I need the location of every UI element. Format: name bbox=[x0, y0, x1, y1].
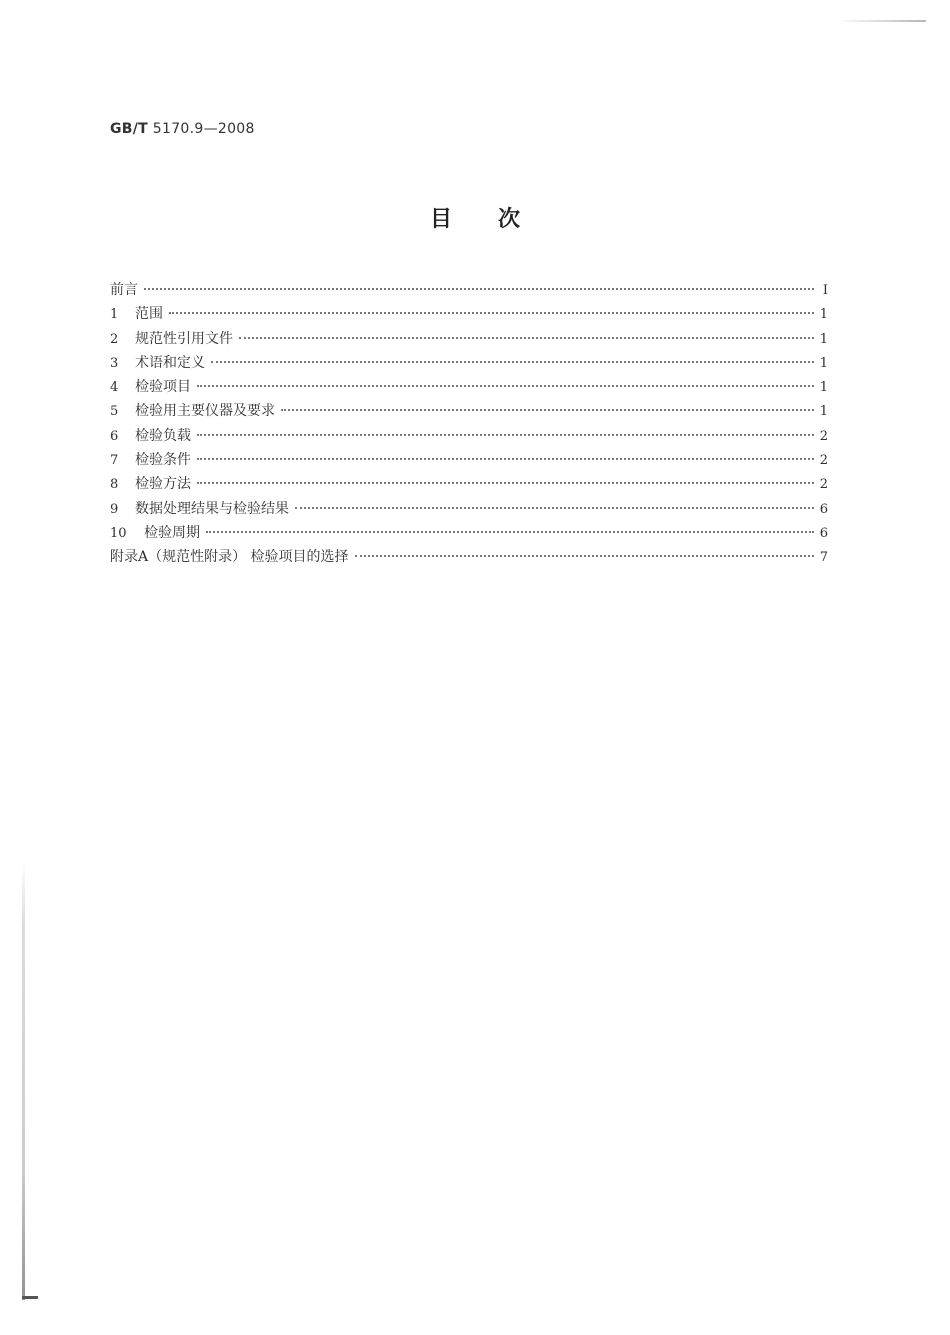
toc-entry-7[interactable] bbox=[110, 448, 828, 472]
toc-entry-number: 3 bbox=[110, 355, 119, 371]
toc-entry-3[interactable] bbox=[110, 351, 828, 375]
toc-entry-6[interactable] bbox=[110, 424, 828, 448]
toc-entry-label: 检验周期 bbox=[144, 524, 200, 541]
toc-entry-number: 8 bbox=[110, 477, 119, 493]
toc-entry-number: 6 bbox=[110, 428, 119, 444]
toc-entry-page: 2 bbox=[819, 453, 828, 469]
toc-entry-page: 6 bbox=[819, 501, 828, 517]
toc-entry-label: 检验方法 bbox=[135, 476, 191, 493]
scan-artifact-top bbox=[836, 20, 926, 22]
toc-entry-label: 检验负载 bbox=[135, 427, 191, 444]
toc-entry-number: 2 bbox=[110, 331, 119, 347]
toc-entry-label: 数据处理结果与检验结果 bbox=[135, 500, 289, 517]
toc-entry-page: 2 bbox=[819, 477, 828, 493]
toc-entry-page: I bbox=[822, 283, 828, 298]
scan-artifact-left bbox=[22, 860, 25, 1300]
toc-entry-annex-a[interactable] bbox=[110, 545, 828, 569]
standard-prefix: GB/T bbox=[110, 121, 149, 137]
toc-entry-page: 1 bbox=[819, 380, 828, 396]
page-title: 目次 bbox=[429, 207, 566, 232]
toc-entry-number: 1 bbox=[110, 307, 119, 323]
dot-leader bbox=[144, 288, 814, 290]
toc-entry-1[interactable] bbox=[110, 302, 828, 326]
toc-entry-label: 范围 bbox=[135, 306, 163, 323]
toc-entry-page: 1 bbox=[819, 404, 828, 420]
toc-entry-10[interactable] bbox=[110, 521, 828, 545]
toc-entry-label: 术语和定义 bbox=[135, 354, 205, 371]
toc-entry-page: 7 bbox=[819, 550, 828, 566]
dot-leader bbox=[197, 482, 814, 484]
dot-leader bbox=[206, 531, 814, 533]
toc-entry-label: 规范性引用文件 bbox=[135, 330, 233, 347]
dot-leader bbox=[239, 337, 814, 339]
toc-entry-number: 4 bbox=[110, 380, 119, 396]
toc-entry-4[interactable] bbox=[110, 375, 828, 399]
dot-leader bbox=[169, 312, 814, 314]
standard-code bbox=[110, 121, 255, 137]
toc-entry-number: 10 bbox=[110, 525, 127, 541]
toc-entry-page: 1 bbox=[819, 331, 828, 347]
dot-leader bbox=[355, 555, 814, 557]
standard-number: 5170.9—2008 bbox=[152, 121, 255, 137]
toc-entry-9[interactable] bbox=[110, 497, 828, 521]
dot-leader bbox=[197, 385, 814, 387]
toc-entry-label: 附录A（规范性附录） 检验项目的选择 bbox=[110, 549, 349, 566]
dot-leader bbox=[295, 507, 814, 509]
toc-entry-number: 9 bbox=[110, 501, 119, 517]
toc-entry-page: 6 bbox=[819, 525, 828, 541]
toc-entry-page: 1 bbox=[819, 307, 828, 323]
toc-entry-8[interactable] bbox=[110, 472, 828, 496]
toc-entry-number: 7 bbox=[110, 453, 119, 469]
toc-entry-label: 检验条件 bbox=[135, 452, 191, 469]
toc-entry-2[interactable] bbox=[110, 327, 828, 351]
toc-entry-foreword[interactable] bbox=[110, 278, 828, 302]
table-of-contents bbox=[110, 278, 828, 570]
dot-leader bbox=[211, 361, 814, 363]
scan-artifact-bottom bbox=[22, 1296, 38, 1299]
dot-leader bbox=[197, 434, 814, 436]
toc-entry-label: 前言 bbox=[110, 282, 138, 298]
toc-entry-5[interactable] bbox=[110, 399, 828, 423]
toc-entry-number: 5 bbox=[110, 404, 119, 420]
toc-entry-label: 检验项目 bbox=[135, 379, 191, 396]
toc-entry-page: 2 bbox=[819, 428, 828, 444]
dot-leader bbox=[281, 409, 814, 411]
toc-entry-label: 检验用主要仪器及要求 bbox=[135, 403, 275, 420]
dot-leader bbox=[197, 458, 814, 460]
toc-entry-page: 1 bbox=[819, 355, 828, 371]
